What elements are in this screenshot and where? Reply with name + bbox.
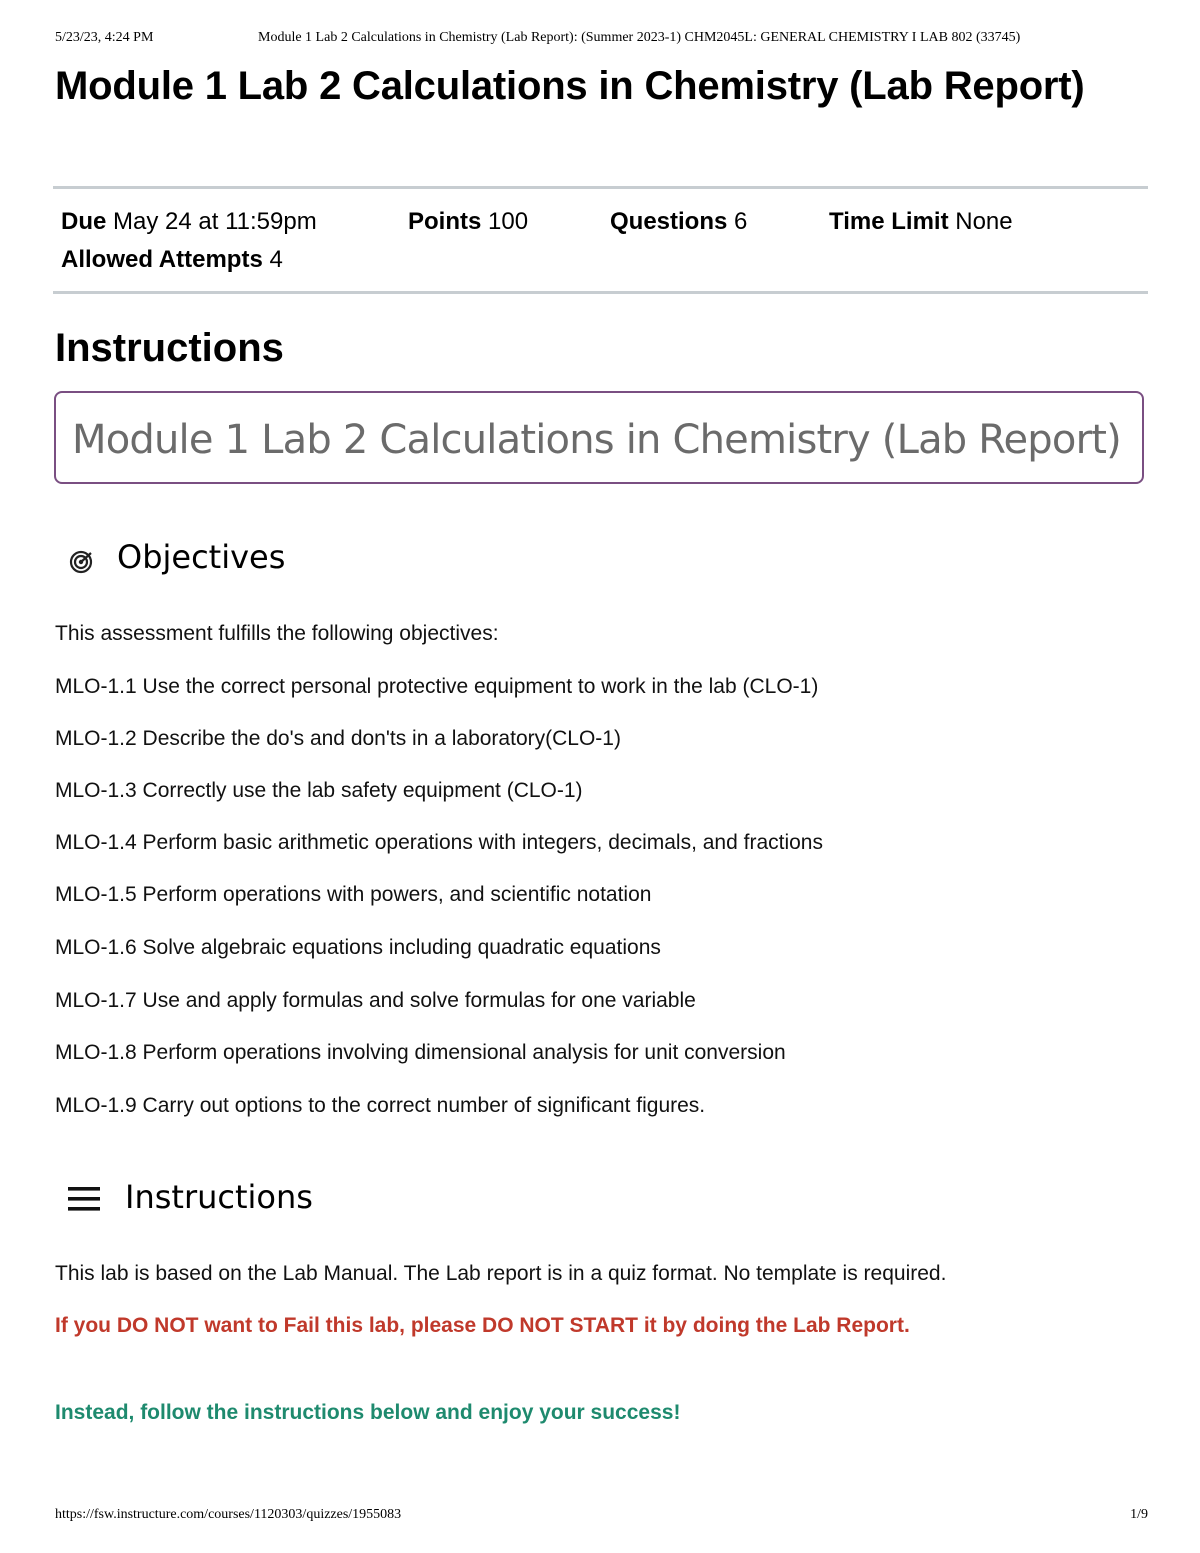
objective-item: MLO-1.1 Use the correct personal protective equipment to work in the lab (CLO-1) [55,675,819,698]
page-title: Module 1 Lab 2 Calculations in Chemistry (Lab Report) [55,64,1085,108]
menu-icon [68,1186,100,1217]
due-meta [61,208,317,236]
target-icon [68,549,94,580]
instructions-text: This lab is based on the Lab Manual. The Lab report is in a quiz format. No template is required. [55,1262,947,1285]
objectives-intro: This assessment fulfills the following objectives: [55,622,499,645]
time-limit-value: None [955,208,1013,235]
objective-item: MLO-1.7 Use and apply formulas and solve formulas for one variable [55,989,696,1012]
questions-meta [610,208,747,236]
warning-text: If you DO NOT want to Fail this lab, please DO NOT START it by doing the Lab Report. [55,1314,910,1337]
objective-item: MLO-1.5 Perform operations with powers, and scientific notation [55,883,652,906]
success-text: Instead, follow the instructions below and enjoy your success! [55,1401,681,1424]
points-label: Points [408,208,482,235]
objective-item: MLO-1.9 Carry out options to the correct number of significant figures. [55,1094,706,1117]
title-banner [54,391,1144,484]
print-url: https://fsw.instructure.com/courses/1120303/quizzes/1955083 [55,1507,402,1522]
objective-item: MLO-1.8 Perform operations involving dimensional analysis for unit conversion [55,1041,786,1064]
objective-item: MLO-1.6 Solve algebraic equations including quadratic equations [55,936,661,959]
time-limit-meta [829,208,1013,236]
objective-item: MLO-1.3 Correctly use the lab safety equipment (CLO-1) [55,779,583,802]
objective-item: MLO-1.2 Describe the do's and don'ts in a laboratory(CLO-1) [55,727,621,750]
points-meta [408,208,528,236]
print-datetime: 5/23/23, 4:24 PM [55,30,154,45]
meta-divider [53,291,1148,294]
instructions-heading: Instructions [55,326,284,370]
time-limit-label: Time Limit [829,208,949,235]
objectives-heading: Objectives [117,538,286,576]
due-label: Due [61,208,107,235]
due-value: May 24 at 11:59pm [113,208,317,235]
instructions-section-heading: Instructions [125,1178,313,1216]
top-divider [53,186,1148,189]
print-page-title: Module 1 Lab 2 Calculations in Chemistry (Lab Report): (Summer 2023-1) CHM2045L: GENERAL CHEMISTRY I LAB 802 (33745) [258,30,1021,45]
objective-item: MLO-1.4 Perform basic arithmetic operations with integers, decimals, and fractions [55,831,823,854]
points-value: 100 [488,208,529,235]
page-number: 1/9 [1130,1507,1148,1522]
questions-label: Questions [610,208,728,235]
questions-value: 6 [734,208,748,235]
banner-title: Module 1 Lab 2 Calculations in Chemistry (Lab Report) [72,417,1121,463]
attempts-meta [61,246,283,274]
attempts-label: Allowed Attempts [61,246,263,273]
attempts-value: 4 [269,246,283,273]
